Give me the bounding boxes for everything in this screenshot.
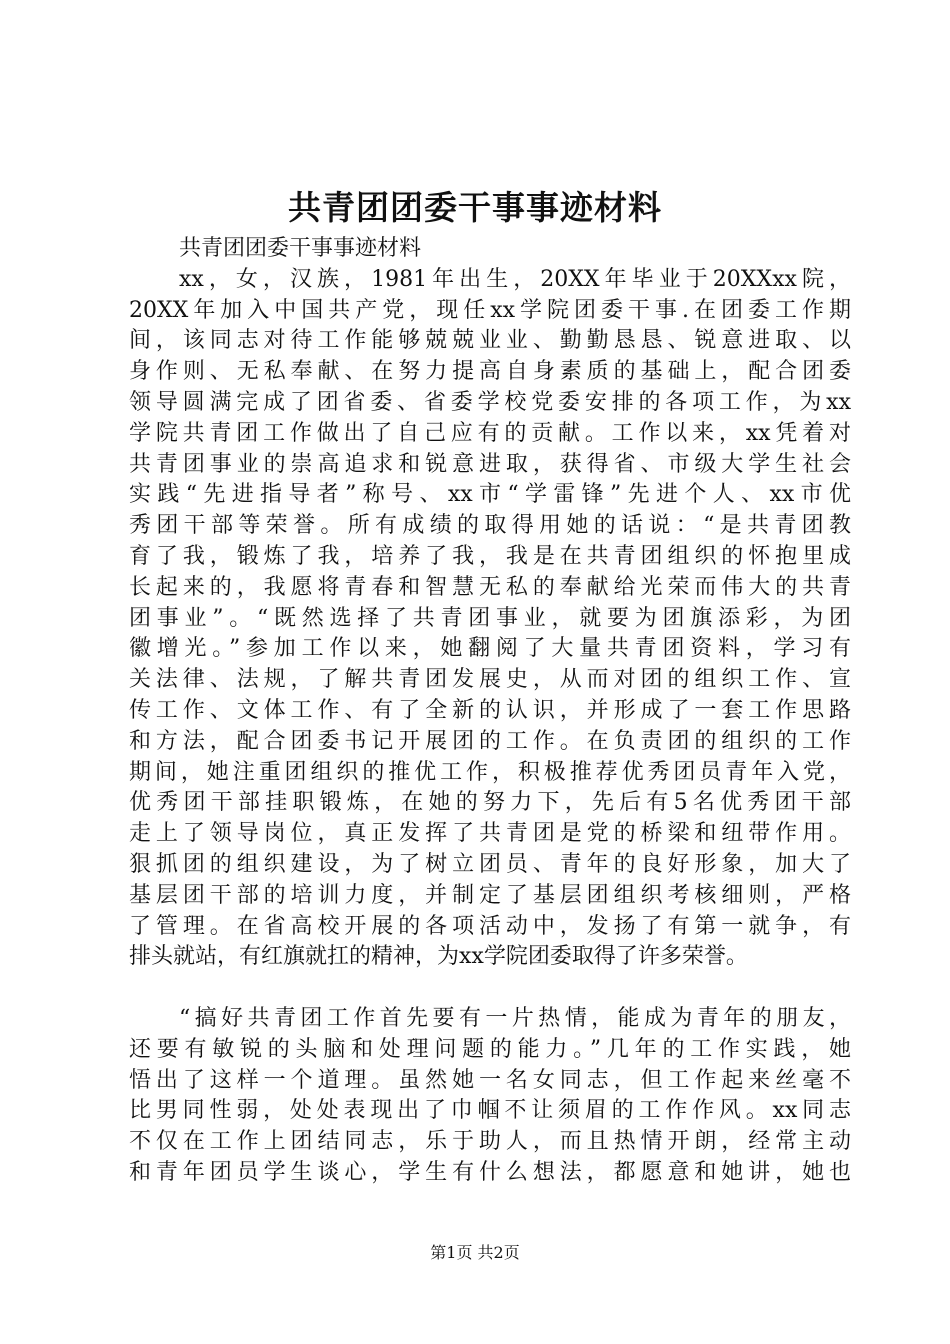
paragraph-line: 狠抓团的组织建设，为了树立团员、青年的良好形象，加大了 xyxy=(129,851,851,877)
paragraph-line: 和青年团员学生谈心，学生有什么想法，都愿意和她讲，她也 xyxy=(129,1159,851,1185)
page-footer: 第1页 共2页 xyxy=(430,1243,520,1262)
paragraph-line: 学院共青团工作做出了自己应有的贡献。工作以来，xx凭着对 xyxy=(129,420,851,446)
paragraph-line: 秀团干部等荣誉。所有成绩的取得用她的话说：“是共青团教 xyxy=(129,513,851,539)
paragraph-line: 了管理。在省高校开展的各项活动中，发扬了有第一就争，有 xyxy=(129,913,851,939)
paragraph-line: 还要有敏锐的头脑和处理问题的能力。”几年的工作实践，她 xyxy=(129,1036,851,1062)
paragraph-line: 长起来的，我愿将青春和智慧无私的奉献给光荣而伟大的共青 xyxy=(129,574,851,600)
paragraph-line: 领导圆满完成了团省委、省委学校党委安排的各项工作，为xx xyxy=(129,389,851,415)
paragraph-line: 传工作、文体工作、有了全新的认识，并形成了一套工作思路 xyxy=(129,697,851,723)
paragraph-line: 基层团干部的培训力度，并制定了基层团组织考核细则，严格 xyxy=(129,882,851,908)
paragraph-line: 身作则、无私奉献、在努力提高自身素质的基础上，配合团委 xyxy=(129,359,851,385)
paragraph-spacer xyxy=(129,973,851,1004)
paragraph-line: 间，该同志对待工作能够兢兢业业、勤勤恳恳、锐意进取、以 xyxy=(129,328,851,354)
paragraph-line: 关法律、法规，了解共青团发展史，从而对团的组织工作、宣 xyxy=(129,667,851,693)
paragraph-line: 团事业”。“既然选择了共青团事业，就要为团旗添彩，为团 xyxy=(129,605,851,631)
paragraph-1 xyxy=(129,265,851,973)
document-subtitle: 共青团团委干事事迹材料 xyxy=(179,236,422,261)
paragraph-line: 徽增光。”参加工作以来，她翻阅了大量共青团资料，学习有 xyxy=(129,636,851,662)
paragraph-line: xx，女，汉族，1981年出生，20XX年毕业于20XXxx院， xyxy=(179,266,851,292)
paragraph-line: 排头就站，有红旗就扛的精神，为xx学院团委取得了许多荣誉。 xyxy=(129,944,748,970)
document-title: 共青团团委干事事迹材料 xyxy=(288,188,662,227)
paragraph-line: “搞好共青团工作首先要有一片热情，能成为青年的朋友， xyxy=(179,1005,851,1031)
paragraph-line: 悟出了这样一个道理。虽然她一名女同志，但工作起来丝毫不 xyxy=(129,1067,851,1093)
paragraph-line: 育了我，锻炼了我，培养了我，我是在共青团组织的怀抱里成 xyxy=(129,543,851,569)
paragraph-line: 实践“先进指导者”称号、xx市“学雷锋”先进个人、xx市优 xyxy=(129,482,851,508)
paragraph-line: 期间，她注重团组织的推优工作，积极推荐优秀团员青年入党， xyxy=(129,759,851,785)
paragraph-line: 20XX年加入中国共产党，现任xx学院团委干事.在团委工作期 xyxy=(129,297,851,323)
paragraph-line: 优秀团干部挂职锻炼，在她的努力下，先后有5名优秀团干部 xyxy=(129,790,851,816)
paragraph-line: 共青团事业的崇高追求和锐意进取，获得省、市级大学生社会 xyxy=(129,451,851,477)
paragraph-line: 比男同性弱，处处表现出了巾帼不让须眉的工作作风。xx同志 xyxy=(129,1098,851,1124)
paragraph-2 xyxy=(129,1004,851,1189)
paragraph-line: 不仅在工作上团结同志，乐于助人，而且热情开朗，经常主动 xyxy=(129,1129,851,1155)
paragraph-line: 和方法，配合团委书记开展团的工作。在负责团的组织的工作 xyxy=(129,728,851,754)
paragraph-line: 走上了领导岗位，真正发挥了共青团是党的桥梁和纽带作用。 xyxy=(129,821,851,847)
document-body xyxy=(129,234,851,1189)
